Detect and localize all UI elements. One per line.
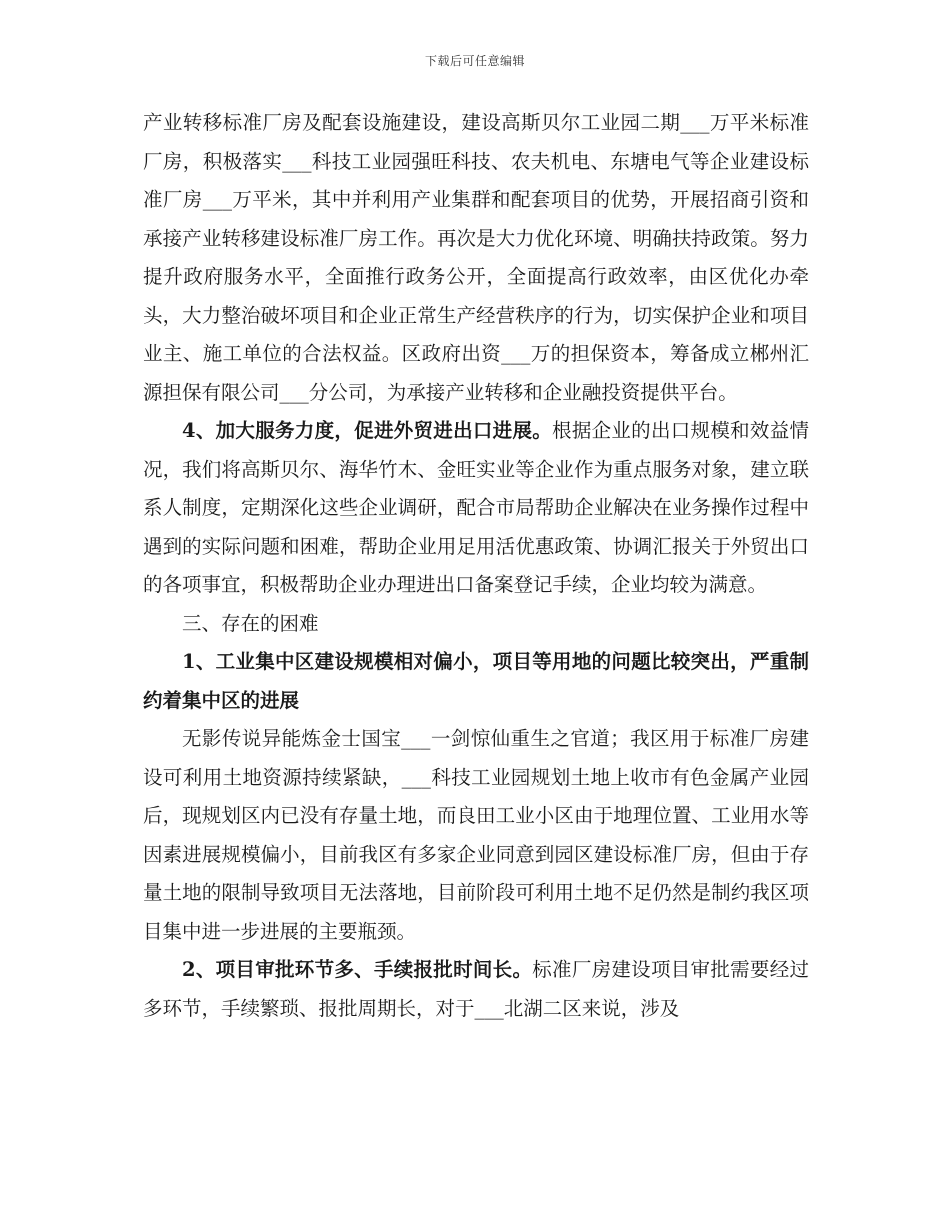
paragraph-2-text: 根据企业的出口规模和效益情况，我们将高斯贝尔、海华竹木、金旺实业等企业作为重点服务对象，建立联系人制度，定期深化这些企业调研，配合市局帮助企业解决在业务操作过程中遇到的实际问题和困难，帮助企业用足用活优惠政策、协调汇报关于外贸出口的各项事宜，积极帮助企业办理进出口备案登记手续，企业均较为满意。	[143, 419, 809, 596]
subheading-1	[143, 643, 809, 720]
paragraph-2-lead: 4、加大服务力度，促进外贸进出口进展。	[182, 419, 553, 442]
subheading-1-lead: 1、工业集中区建设规模相对偏小，项目等用地的问题比较突出，严重制约着集中区的进展	[143, 650, 809, 712]
paragraph-6	[143, 951, 809, 1028]
paragraph-6-lead: 2、项目审批环节多、手续报批时间长。	[182, 958, 533, 981]
paragraph-5-text: 无影传说异能炼金士国宝___一剑惊仙重生之官道；我区用于标准厂房建设可利用土地资源持续紧缺，___科技工业园规划土地上收市有色金属产业园后，现规划区内已没有存量土地，而良田工业小区由于地理位置、工业用水等因素进展规模偏小，目前我区有多家企业同意到园区建设标准厂房，但由于存量土地的限制导致项目无法落地，目前阶段可利用土地不足仍然是制约我区项目集中进一步进展的主要瓶颈。	[143, 727, 809, 943]
section-heading-3-text: 三、存在的困难	[182, 611, 319, 635]
paragraph-2	[143, 412, 809, 605]
paragraph-6-text: 标准厂房建设项目审批需要经过多环节，手续繁琐、报批周期长，对于___北湖二区来说，涉及	[143, 958, 809, 1020]
document-body	[143, 104, 809, 1028]
paragraph-1	[143, 104, 809, 412]
paragraph-5	[143, 720, 809, 951]
section-heading-3	[143, 605, 809, 644]
paragraph-1-text: 产业转移标准厂房及配套设施建设，建设高斯贝尔工业园二期___万平米标准厂房，积极落实___科技工业园强旺科技、农夫机电、东塘电气等企业建设标准厂房___万平米，其中并利用产业集群和配套项目的优势，开展招商引资和承接产业转移建设标准厂房工作。再次是大力优化环境、明确扶持政策。努力提升政府服务水平，全面推行政务公开，全面提高行政效率，由区优化办牵头，大力整治破坏项目和企业正常生产经营秩序的行为，切实保护企业和项目业主、施工单位的合法权益。区政府出资___万的担保资本，筹备成立郴州汇源担保有限公司___分公司，为承接产业转移和企业融投资提供平台。	[143, 111, 809, 404]
page-header: 下载后可任意编辑	[424, 54, 525, 68]
